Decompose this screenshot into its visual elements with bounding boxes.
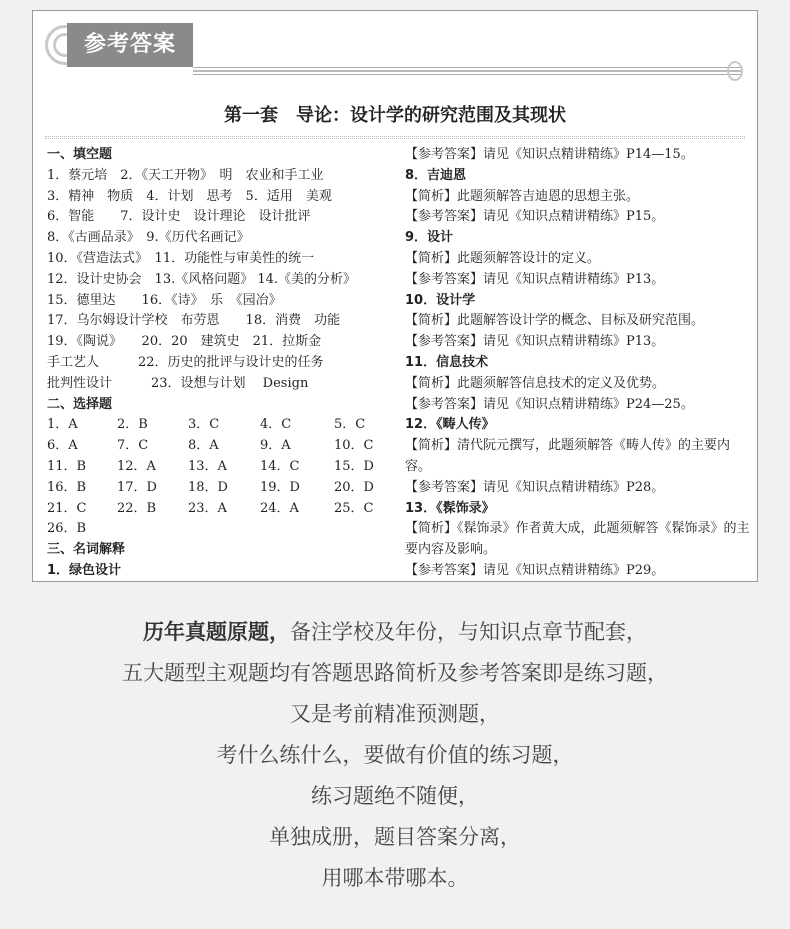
promo-line: 练习题绝不随便， — [311, 784, 479, 808]
choice-row — [47, 499, 392, 520]
question-title: 8．吉迪恩 — [405, 167, 467, 183]
header-rule — [193, 67, 741, 75]
reference-answer: 【参考答案】请见《知识点精讲精练》P13。 — [405, 271, 665, 287]
reference-answer: 【参考答案】请见《知识点精讲精练》P14—15。 — [405, 147, 694, 162]
choice-row — [47, 519, 392, 540]
fill-answer-line: 8．《古画品录》 9.《历代名画记》 — [47, 230, 250, 246]
question-title: 9．设计 — [405, 230, 454, 246]
answer-page — [32, 10, 758, 582]
choice-answer: 18．D — [188, 479, 228, 495]
right-column — [405, 145, 750, 582]
fill-answer-line: 6．智能 7．设计史 设计理论 设计批评 — [47, 209, 311, 225]
choice-answer: 12．A — [117, 458, 156, 474]
fill-answer-line: 1．蔡元培 2．《天工开物》 明 农业和手工业 — [47, 167, 324, 183]
question-title: 13．《髹饰录》 — [405, 500, 495, 516]
choice-answer: 15．D — [334, 458, 374, 474]
promo-line — [0, 612, 790, 653]
fill-answer-line: 10．《营造法式》 11．功能性与审美性的统一 — [47, 250, 315, 266]
promo-line: 用哪本带哪本。 — [321, 866, 469, 890]
choice-answer: 21．C — [47, 500, 87, 516]
choice-answer: 13．A — [188, 458, 227, 474]
choice-answer: 9．A — [260, 438, 291, 454]
choice-row — [47, 478, 392, 499]
choice-answer: 5．C — [334, 417, 366, 433]
question-title: 1．绿色设计 — [47, 562, 122, 578]
choice-answer: 25．C — [334, 500, 374, 516]
fill-answer-line: 3．精神 物质 4．计划 思考 5．适用 美观 — [47, 188, 332, 204]
choice-row — [47, 415, 392, 436]
choice-answer: 22．B — [117, 500, 157, 516]
choice-answer: 14．C — [260, 458, 300, 474]
choice-answer: 26．B — [47, 521, 87, 537]
promo-lead: 历年真题原题， — [143, 620, 290, 644]
promo-line-text: 备注学校及年份，与知识点章节配套， — [290, 620, 647, 644]
analysis-note: 【简析】清代阮元撰写，此题须解答《畴人传》的主要内容。 — [405, 438, 731, 474]
left-column — [47, 145, 392, 582]
set-title: 第一套 导论：设计学的研究范围及其现状 — [224, 105, 566, 126]
promo-line: 又是考前精准预测题， — [290, 702, 500, 726]
choice-row — [47, 457, 392, 478]
analysis-note: 【简析】此题须解答吉迪恩的思想主张。 — [405, 188, 640, 204]
question-title: 12．《畴人传》 — [405, 417, 495, 433]
choice-answer: 8．A — [188, 438, 219, 454]
choice-answer: 6．A — [47, 438, 78, 454]
choice-answer: 24．A — [260, 500, 299, 516]
fill-answer-line: 12．设计史协会 13.《风格问题》 14.《美的分析》 — [47, 271, 357, 287]
choice-answer: 19．D — [260, 479, 300, 495]
fill-answer-line: 手工艺人 22．历史的批评与设计史的任务 — [47, 354, 324, 370]
analysis-note: 【简析】此题解答设计学的概念、目标及研究范围。 — [405, 313, 705, 329]
analysis-note: 【简析】《髹饰录》作者黄大成，此题须解答《髹饰录》的主要内容及影响。 — [405, 521, 750, 558]
choice-answer: 10．C — [334, 438, 374, 454]
fill-answer-line: 批判性设计 23．设想与计划 Design — [47, 375, 309, 391]
section-heading: 一、填空题 — [47, 147, 113, 162]
section-heading: 二、选择题 — [47, 396, 113, 412]
reference-answer: 【参考答案】请见《知识点精讲精练》P13。 — [405, 334, 665, 350]
promo-line: 考什么练什么，要做有价值的练习题， — [216, 743, 574, 767]
question-title: 10．设计学 — [405, 292, 476, 308]
fill-answer-line: 17．乌尔姆设计学校 布劳恩 18．消费 功能 — [47, 313, 341, 329]
choice-answer: 23．A — [188, 500, 227, 516]
reference-answer: 【参考答案】请见《知识点精讲精练》P15。 — [405, 209, 665, 225]
dotted-divider — [45, 136, 745, 139]
choice-answer: 11．B — [47, 458, 87, 474]
promo-line: 五大题型主观题均有答题思路简析及参考答案即是练习题， — [122, 661, 668, 685]
analysis-note: 【简析】此题须解答设计的定义。 — [405, 250, 601, 266]
fill-answer-line: 19．《陶说》 20．20 建筑史 21．拉斯金 — [47, 334, 322, 350]
question-title: 11．信息技术 — [405, 354, 489, 370]
reference-answer: 【参考答案】请见《知识点精讲精练》P29。 — [405, 562, 665, 578]
choice-answer: 1．A — [47, 417, 78, 433]
promo-line: 单独成册，题目答案分离， — [269, 825, 521, 849]
promo-text — [0, 612, 790, 899]
choice-answer: 2．B — [117, 417, 148, 433]
fill-answer-line: 15．德里达 16．《诗》 乐 《园冶》 — [47, 292, 282, 308]
choice-row — [47, 436, 392, 457]
section-heading: 三、名词解释 — [47, 542, 126, 558]
choice-answer: 4．C — [260, 417, 292, 433]
rule-end-icon — [727, 61, 743, 81]
reference-answer: 【参考答案】请见《知识点精讲精练》P28。 — [405, 479, 665, 495]
section-header — [45, 23, 745, 75]
choice-answer: 3．C — [188, 417, 220, 433]
answer-badge: 参考答案 — [67, 23, 193, 67]
choice-answer: 20．D — [334, 479, 374, 495]
choice-answer: 16．B — [47, 479, 87, 495]
reference-answer: 【参考答案】请见《知识点精讲精练》P24—25。 — [405, 396, 694, 412]
choice-answer: 17．D — [117, 479, 157, 495]
choice-answer: 7．C — [117, 438, 149, 454]
analysis-note: 【简析】此题须解答信息技术的定义及优势。 — [405, 375, 666, 391]
